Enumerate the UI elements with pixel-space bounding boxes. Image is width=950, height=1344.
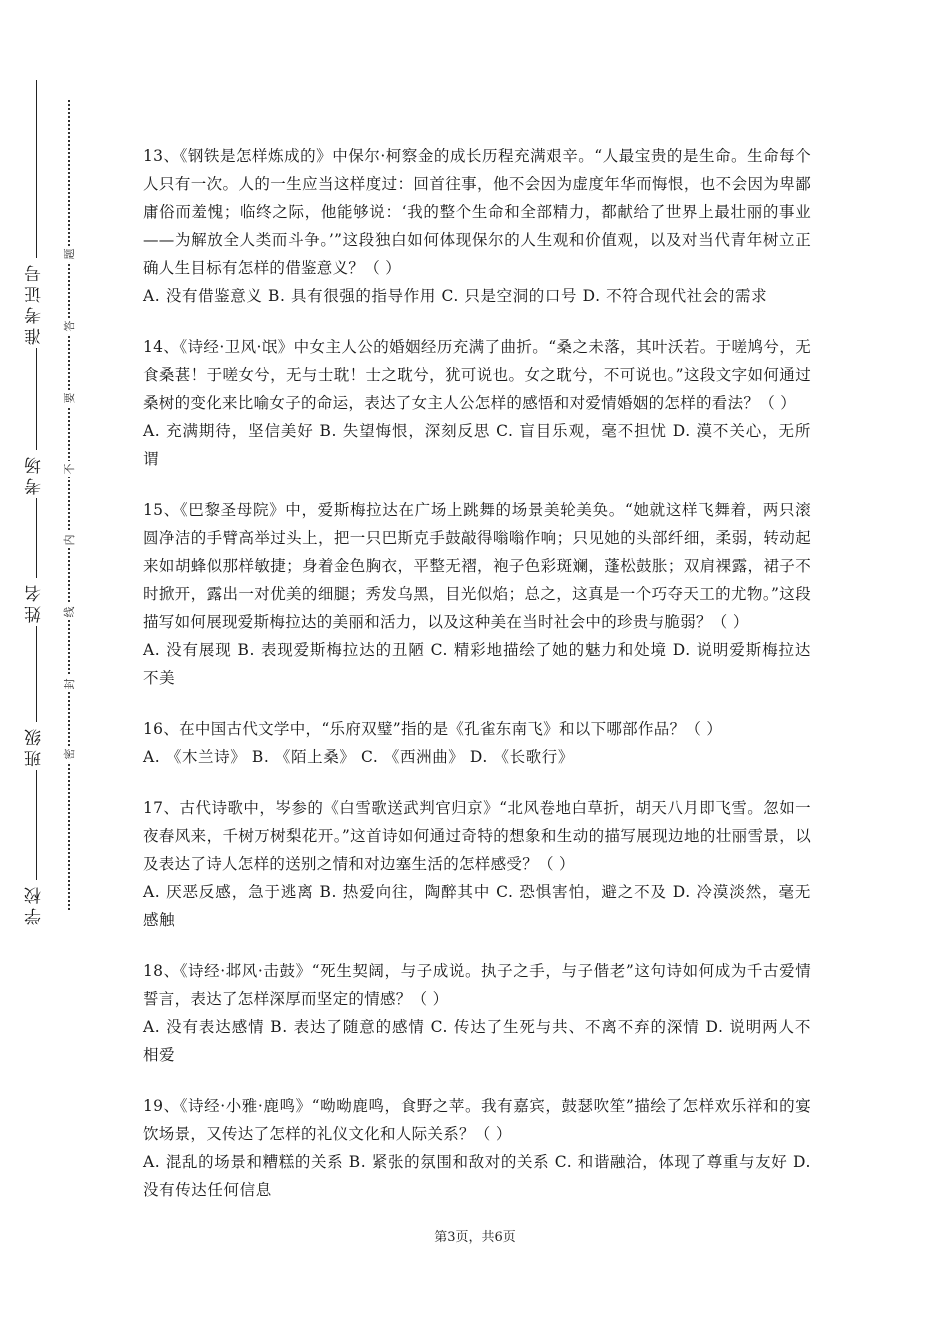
question-list <box>143 142 811 1227</box>
question-14 <box>143 333 811 473</box>
binding-margin <box>0 0 100 1344</box>
question-stem: 15、《巴黎圣母院》中，爱斯梅拉达在广场上跳舞的场景美轮美奂。“她就这样飞舞着，两只滚圆净洁的手臂高举过头上，把一只巴斯克手鼓敲得嗡嗡作响；只见她的头部纤细，柔弱，转动起来如胡蜂似那样敏捷；身着金色胸衣，平整无褶，袍子色彩斑斓，蓬松鼓胀；双肩裸露，裙子不时掀开，露出一对优美的细腿；秀发乌黑，目光似焰；总之，这真是一个巧夺天工的尤物。”这段描写如何展现爱斯梅拉达的美丽和活力，以及这种美在当时社会中的珍贵与脆弱？（ ） <box>143 501 811 631</box>
binding-solid-line <box>36 80 37 920</box>
question-stem: 14、《诗经·卫风·氓》中女主人公的婚姻经历充满了曲折。“桑之未落，其叶沃若。于嗟鸠兮，无食桑葚！于嗟女兮，无与士耽！士之耽兮，犹可说也。女之耽兮，不可说也。”这段文字如何通过桑树的变化来比喻女子的命运，表达了女主人公怎样的感悟和对爱情婚姻的怎样的看法？（ ） <box>143 338 811 412</box>
seal-char: 答 <box>61 318 77 334</box>
name-label: 姓名 <box>22 578 52 626</box>
seal-char: 内 <box>61 532 77 548</box>
question-options: A. 没有展现 B. 表现爱斯梅拉达的丑陋 C. 精彩地描绘了她的魅力和处境 D. 说明爱斯梅拉达不美 <box>143 641 811 687</box>
question-17 <box>143 794 811 934</box>
page-number: 第3页，共6页 <box>434 1230 516 1245</box>
question-stem: 13、《钢铁是怎样炼成的》中保尔·柯察金的成长历程充满艰辛。“人最宝贵的是生命。生命每个人只有一次。人的一生应当这样度过：回首往事，他不会因为虚度年华而悔恨，也不会因为卑鄙庸俗而羞愧；临终之际，他能够说：‘我的整个生命和全部精力，都献给了世界上最壮丽的事业——为解放全人类而斗争。’”这段独白如何体现保尔的人生观和价值观，以及对当代青年树立正确人生目标有怎样的借鉴意义？（ ） <box>143 147 811 277</box>
question-options: A. 没有借鉴意义 B. 具有很强的指导作用 C. 只是空洞的口号 D. 不符合现代社会的需求 <box>143 287 768 305</box>
question-stem: 17、古代诗歌中，岑参的《白雪歌送武判官归京》“北风卷地白草折，胡天八月即飞雪。忽如一夜春风来，千树万树梨花开。”这首诗如何通过奇特的想象和生动的描写展现边地的壮丽雪景，以及表达了诗人怎样的送别之情和对边塞生活的怎样感受？（ ） <box>143 799 811 873</box>
question-stem: 19、《诗经·小雅·鹿鸣》“呦呦鹿鸣，食野之苹。我有嘉宾，鼓瑟吹笙”描绘了怎样欢乐祥和的宴饮场景，又传达了怎样的礼仪文化和人际关系？（ ） <box>143 1097 811 1143</box>
question-options: A. 混乱的场景和糟糕的关系 B. 紧张的氛围和敌对的关系 C. 和谐融洽，体现了尊重与友好 D. 没有传达任何信息 <box>143 1153 811 1199</box>
seal-char: 不 <box>61 461 77 477</box>
question-options: A. 充满期待，坚信美好 B. 失望悔恨，深刻反思 C. 盲目乐观，毫不担忧 D. 漠不关心，无所谓 <box>143 422 811 468</box>
question-18 <box>143 957 811 1069</box>
exam-number-label: 准考证号 <box>22 258 52 348</box>
seal-char: 要 <box>61 390 77 406</box>
seal-char: 封 <box>61 676 77 692</box>
class-label: 班级 <box>22 722 52 770</box>
question-16 <box>143 715 811 771</box>
question-19 <box>143 1092 811 1204</box>
question-options: A. 《木兰诗》 B. 《陌上桑》 C. 《西洲曲》 D. 《长歌行》 <box>143 748 574 766</box>
question-stem: 18、《诗经·邶风·击鼓》“死生契阔，与子成说。执子之手，与子偕老”这句诗如何成为千古爱情誓言，表达了怎样深厚而坚定的情感？（ ） <box>143 962 811 1008</box>
seal-char: 线 <box>61 604 77 620</box>
seal-char: 密 <box>61 746 77 762</box>
seal-dotted-line <box>68 100 70 910</box>
question-15 <box>143 496 811 692</box>
question-options: A. 厌恶反感，急于逃离 B. 热爱向往，陶醉其中 C. 恐惧害怕，避之不及 D. 冷漠淡然，毫无感触 <box>143 883 811 929</box>
seal-char: 题 <box>61 246 77 262</box>
question-options: A. 没有表达感情 B. 表达了随意的感情 C. 传达了生死与共、不离不弃的深情 D. 说明两人不相爱 <box>143 1018 811 1064</box>
question-stem: 16、在中国古代文学中，“乐府双璧”指的是《孔雀东南飞》和以下哪部作品？（ ） <box>143 720 723 738</box>
question-13 <box>143 142 811 310</box>
school-label: 学校 <box>22 880 52 928</box>
exam-room-label: 考场 <box>22 450 52 498</box>
